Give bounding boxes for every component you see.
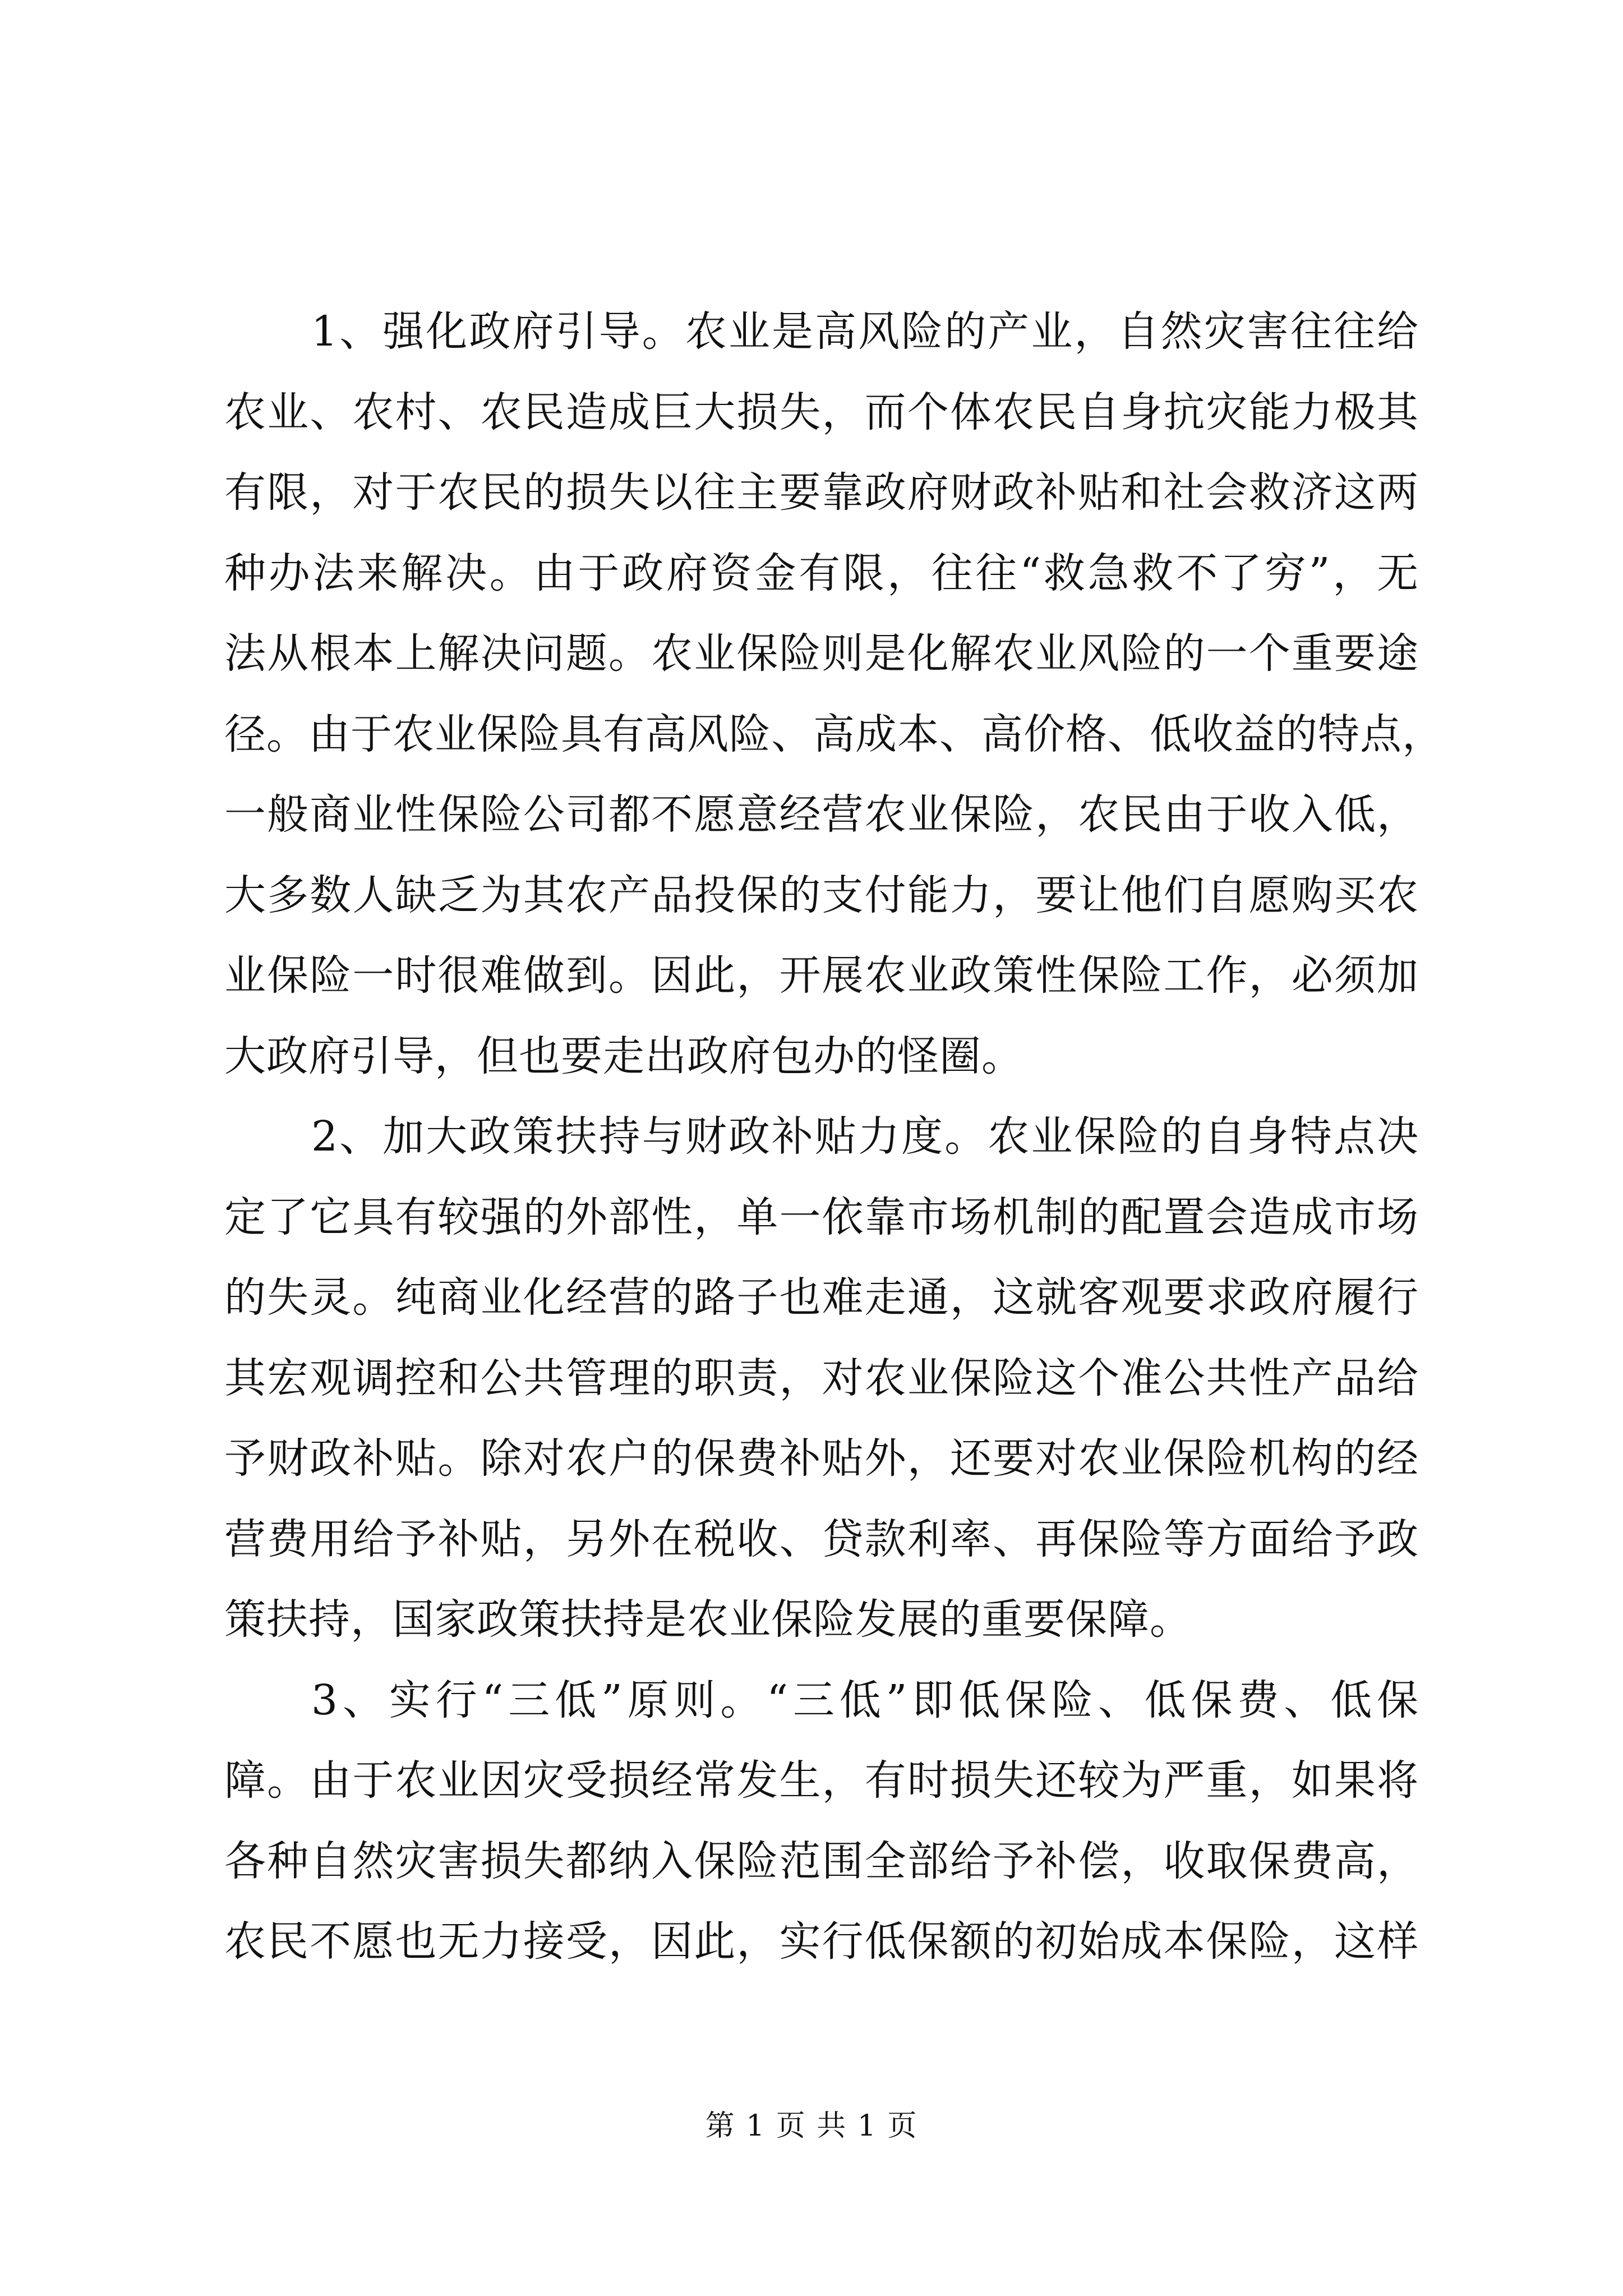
text-line: 大多数人缺乏为其农产品投保的支付能力，要让他们自愿购买农 — [224, 871, 1419, 919]
text-line: 径。由于农业保险具有高风险、高成本、高价格、低收益的特点， — [224, 710, 1444, 758]
text-line: 有限，对于农民的损失以往主要靠政府财政补贴和社会救济这两 — [224, 468, 1419, 517]
text-line: 营费用给予补贴，另外在税收、贷款利率、再保险等方面给予政 — [224, 1515, 1419, 1563]
text-line: 予财政补贴。除对农户的保费补贴外，还要对农业保险机构的经 — [224, 1434, 1419, 1483]
page-number: 第 1 页 共 1 页 — [705, 2109, 918, 2143]
page-footer — [0, 2106, 1623, 2146]
text-line: 各种自然灾害损失都纳入保险范围全部给予补偿，收取保费高， — [224, 1837, 1419, 1885]
text-line: 农业、农村、农民造成巨大损失，而个体农民自身抗灾能力极其 — [224, 388, 1419, 436]
text-line: 大政府引导，但也要走出政府包办的怪圈。 — [224, 1032, 1023, 1080]
text-line: 障。由于农业因灾受损经常发生，有时损失还较为严重，如果将 — [224, 1756, 1419, 1805]
text-line: 法从根本上解决问题。农业保险则是化解农业风险的一个重要途 — [224, 629, 1419, 678]
text-line: 3、实行“三低”原则。“三低”即低保险、低保费、低保 — [311, 1676, 1419, 1724]
text-line: 其宏观调控和公共管理的职责，对农业保险这个准公共性产品给 — [224, 1354, 1419, 1402]
paragraph-2 — [224, 1097, 1419, 1660]
text-line: 业保险一时很难做到。因此，开展农业政策性保险工作，必须加 — [224, 951, 1419, 1000]
text-line: 一般商业性保险公司都不愿意经营农业保险，农民由于收入低， — [224, 790, 1419, 839]
text-line: 的失灵。纯商业化经营的路子也难走通，这就客观要求政府履行 — [224, 1273, 1419, 1322]
text-line: 种办法来解决。由于政府资金有限，往往“救急救不了穷”，无 — [224, 549, 1419, 597]
text-line: 1、强化政府引导。农业是高风险的产业，自然灾害往往给 — [311, 307, 1419, 356]
paragraph-1 — [224, 292, 1444, 1097]
paragraph-3 — [224, 1660, 1419, 1982]
document-body — [224, 292, 1444, 1982]
text-line: 策扶持，国家政策扶持是农业保险发展的重要保障。 — [224, 1595, 1192, 1644]
text-line: 农民不愿也无力接受，因此，实行低保额的初始成本保险，这样 — [224, 1917, 1419, 1966]
text-line: 定了它具有较强的外部性，单一依靠市场机制的配置会造成市场 — [224, 1193, 1419, 1241]
text-line: 2、加大政策扶持与财政补贴力度。农业保险的自身特点决 — [311, 1112, 1419, 1161]
